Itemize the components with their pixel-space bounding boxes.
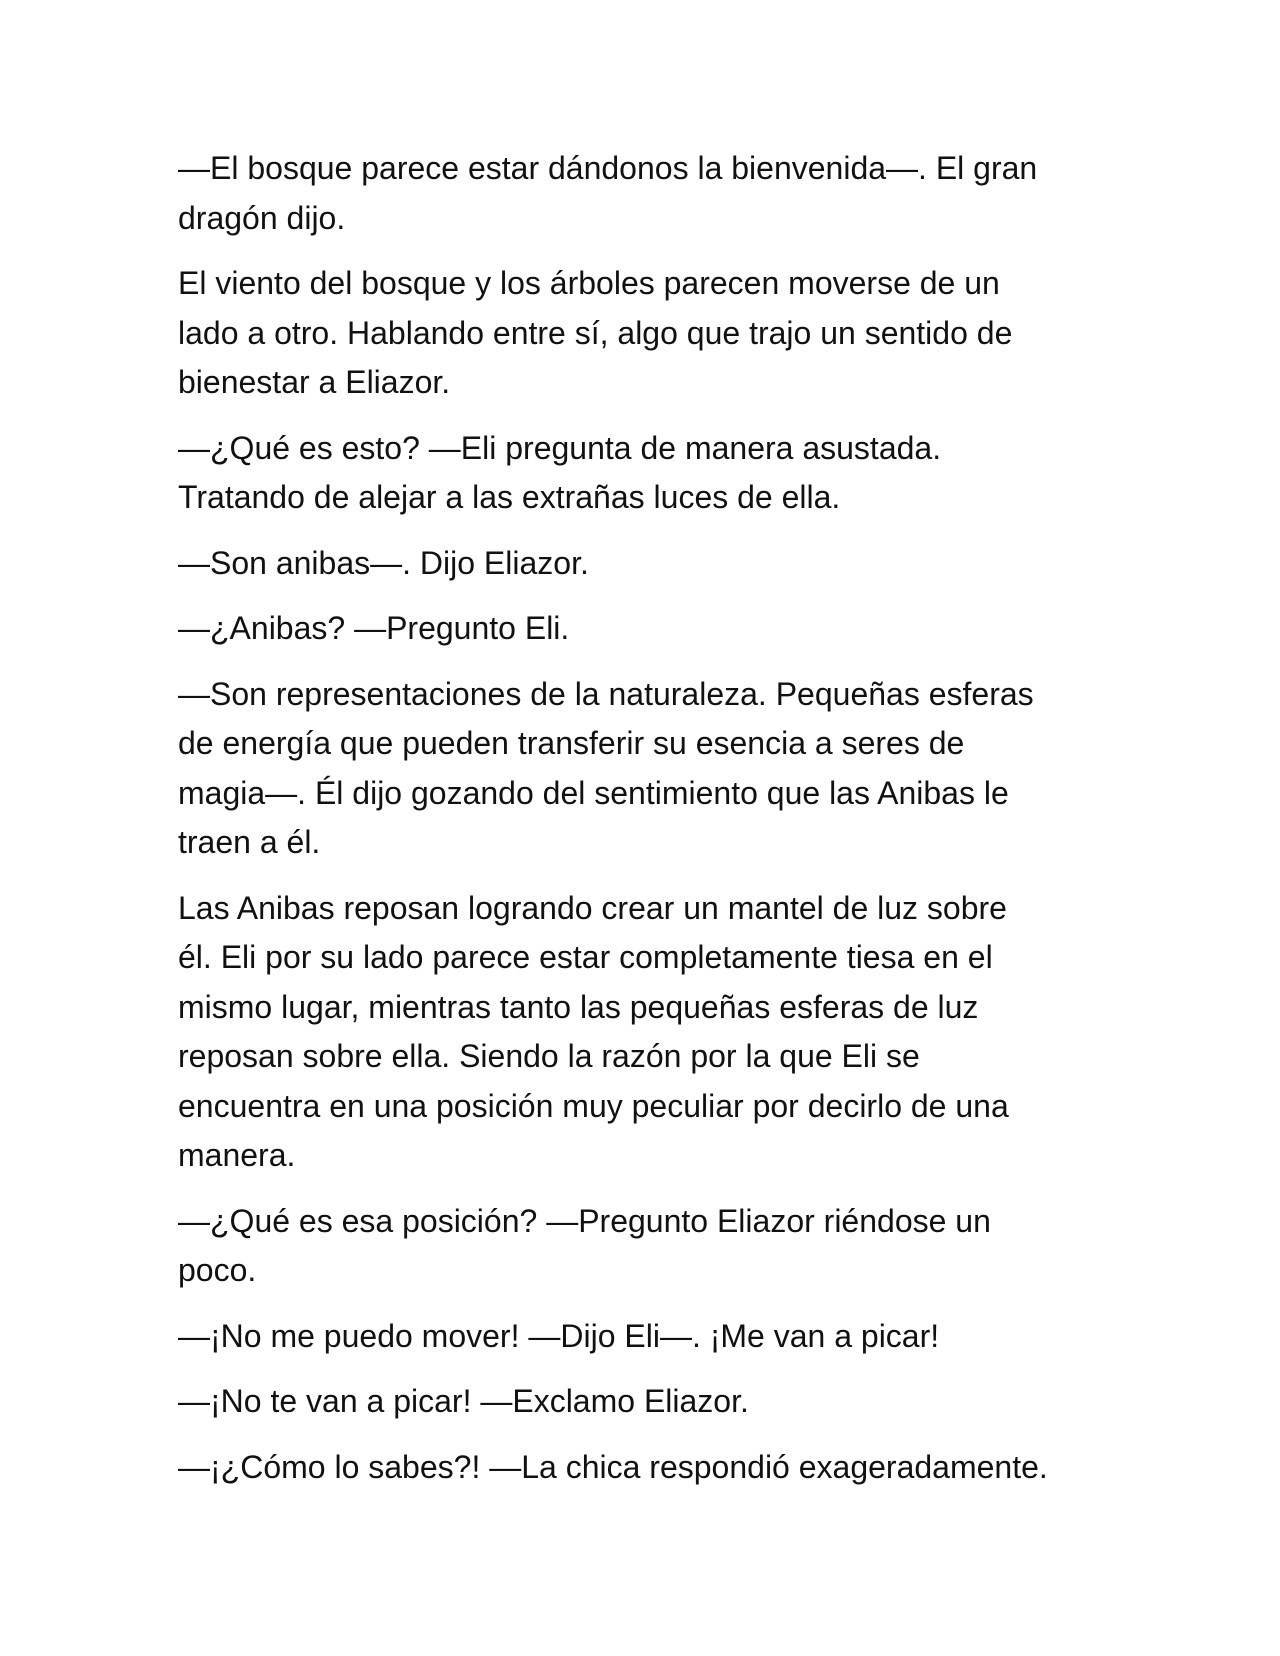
paragraph-line: Tratando de alejar a las extrañas luces de ella. bbox=[178, 479, 841, 515]
paragraph-7 bbox=[178, 884, 1108, 1181]
paragraph-line: —¡No me puedo mover! —Dijo Eli—. ¡Me van a picar! bbox=[178, 1317, 940, 1354]
paragraph-line: manera. bbox=[178, 1137, 296, 1173]
paragraph-line: —¿Qué es esa posición? —Pregunto Eliazor riéndose un bbox=[178, 1202, 991, 1239]
paragraph-line: —Son anibas—. Dijo Eliazor. bbox=[178, 544, 589, 581]
paragraph-line: —¿Qué es esto? —Eli pregunta de manera asustada. bbox=[178, 429, 942, 466]
paragraph-line: encuentra en una posición muy peculiar por decirlo de una bbox=[178, 1087, 1009, 1124]
paragraph-10 bbox=[178, 1377, 1108, 1427]
paragraph-line: reposan sobre ella. Siendo la razón por la que Eli se bbox=[178, 1038, 920, 1074]
paragraph-line: él. Eli por su lado parece estar completamente tiesa en el bbox=[178, 939, 993, 975]
paragraph-8 bbox=[178, 1197, 1108, 1296]
paragraph-line: —¡No te van a picar! —Exclamo Eliazor. bbox=[178, 1383, 749, 1419]
paragraph-line: poco. bbox=[178, 1252, 257, 1288]
paragraph-11 bbox=[178, 1443, 1108, 1493]
paragraph-line: lado a otro. Hablando entre sí, algo que trajo un sentido de bbox=[178, 314, 1013, 351]
paragraph-line: —¿Anibas? —Pregunto Eli. bbox=[178, 610, 570, 646]
paragraph-6 bbox=[178, 670, 1108, 868]
paragraph-line: traen a él. bbox=[178, 824, 321, 860]
paragraph-line: —El bosque parece estar dándonos la bienvenida—. El gran bbox=[178, 150, 1038, 186]
paragraph-line: bienestar a Eliazor. bbox=[178, 364, 451, 400]
paragraph-line: Las Anibas reposan logrando crear un mantel de luz sobre bbox=[178, 889, 1007, 926]
paragraph-line: El viento del bosque y los árboles parecen moverse de un bbox=[178, 265, 1000, 301]
paragraph-line: —¡¿Cómo lo sabes?! —La chica respondió exageradamente. bbox=[178, 1448, 1048, 1485]
paragraph-line: dragón dijo. bbox=[178, 199, 346, 236]
paragraph-9 bbox=[178, 1312, 1108, 1362]
paragraph-4 bbox=[178, 539, 1108, 589]
paragraph-line: magia—. Él dijo gozando del sentimiento que las Anibas le bbox=[178, 774, 1009, 811]
paragraph-5 bbox=[178, 604, 1108, 654]
paragraph-2 bbox=[178, 259, 1108, 408]
paragraph-1 bbox=[178, 144, 1108, 243]
paragraph-line: mismo lugar, mientras tanto las pequeñas esferas de luz bbox=[178, 988, 979, 1025]
paragraph-3 bbox=[178, 424, 1108, 523]
document-body bbox=[178, 144, 1108, 1508]
paragraph-line: —Son representaciones de la naturaleza. Pequeñas esferas bbox=[178, 675, 1034, 712]
paragraph-line: de energía que pueden transferir su esencia a seres de bbox=[178, 725, 965, 761]
